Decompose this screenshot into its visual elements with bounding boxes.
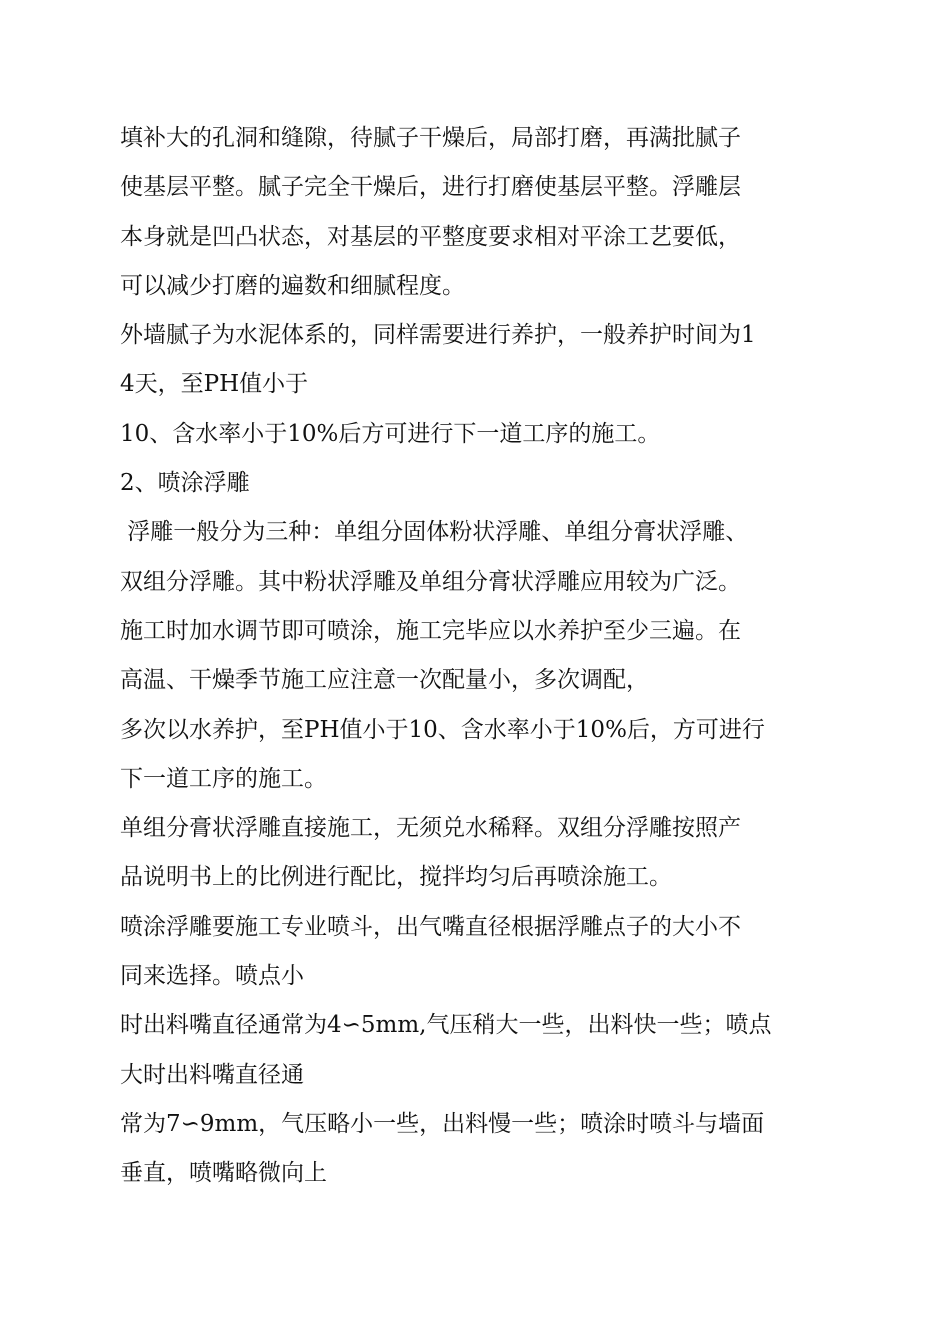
- text-line: 浮雕一般分为三种：单组分固体粉状浮雕、单组分膏状浮雕、: [120, 519, 749, 546]
- text-line: 施工时加水调节即可喷涂，施工完毕应以水养护至少三遍。在: [120, 617, 741, 644]
- text-line: 多次以水养护，至PH值小于10、含水率小于10%后，方可进行: [120, 716, 765, 743]
- text-line: 品说明书上的比例进行配比，搅拌均匀后再喷涂施工。: [120, 864, 672, 891]
- text-line: 使基层平整。腻子完全干燥后，进行打磨使基层平整。浮雕层: [120, 174, 741, 201]
- text-line: 本身就是凹凸状态，对基层的平整度要求相对平涂工艺要低，: [120, 223, 741, 250]
- text-line: 时出料嘴直径通常为4∽5mm,气压稍大一些，出料快一些；喷点: [120, 1012, 772, 1039]
- text-line: 填补大的孔洞和缝隙，待腻子干燥后，局部打磨，再满批腻子: [120, 125, 741, 151]
- text-line: 单组分膏状浮雕直接施工，无须兑水稀释。双组分浮雕按照产: [120, 815, 741, 842]
- body-text: [120, 114, 840, 1199]
- text-line: 垂直，喷嘴略微向上: [120, 1160, 327, 1187]
- text-line: 10、含水率小于10%后方可进行下一道工序的施工。: [120, 420, 661, 447]
- section-heading: 2、喷涂浮雕: [120, 470, 250, 497]
- text-line: 喷涂浮雕要施工专业喷斗，出气嘴直径根据浮雕点子的大小不: [120, 913, 741, 940]
- text-line: 常为7∽9mm，气压略小一些，出料慢一些；喷涂时喷斗与墙面: [120, 1110, 765, 1137]
- text-line: 可以减少打磨的遍数和细腻程度。: [120, 272, 465, 299]
- text-line: 大时出料嘴直径通: [120, 1061, 304, 1088]
- text-line: 同来选择。喷点小: [120, 963, 304, 990]
- text-line: 下一道工序的施工。: [120, 765, 327, 792]
- text-line: 高温、干燥季节施工应注意一次配量小，多次调配，: [120, 667, 649, 694]
- text-line: 双组分浮雕。其中粉状浮雕及单组分膏状浮雕应用较为广泛。: [120, 568, 741, 595]
- text-line: 外墙腻子为水泥体系的，同样需要进行养护，一般养护时间为1: [120, 322, 756, 349]
- text-line: 4天，至PH值小于: [120, 371, 309, 398]
